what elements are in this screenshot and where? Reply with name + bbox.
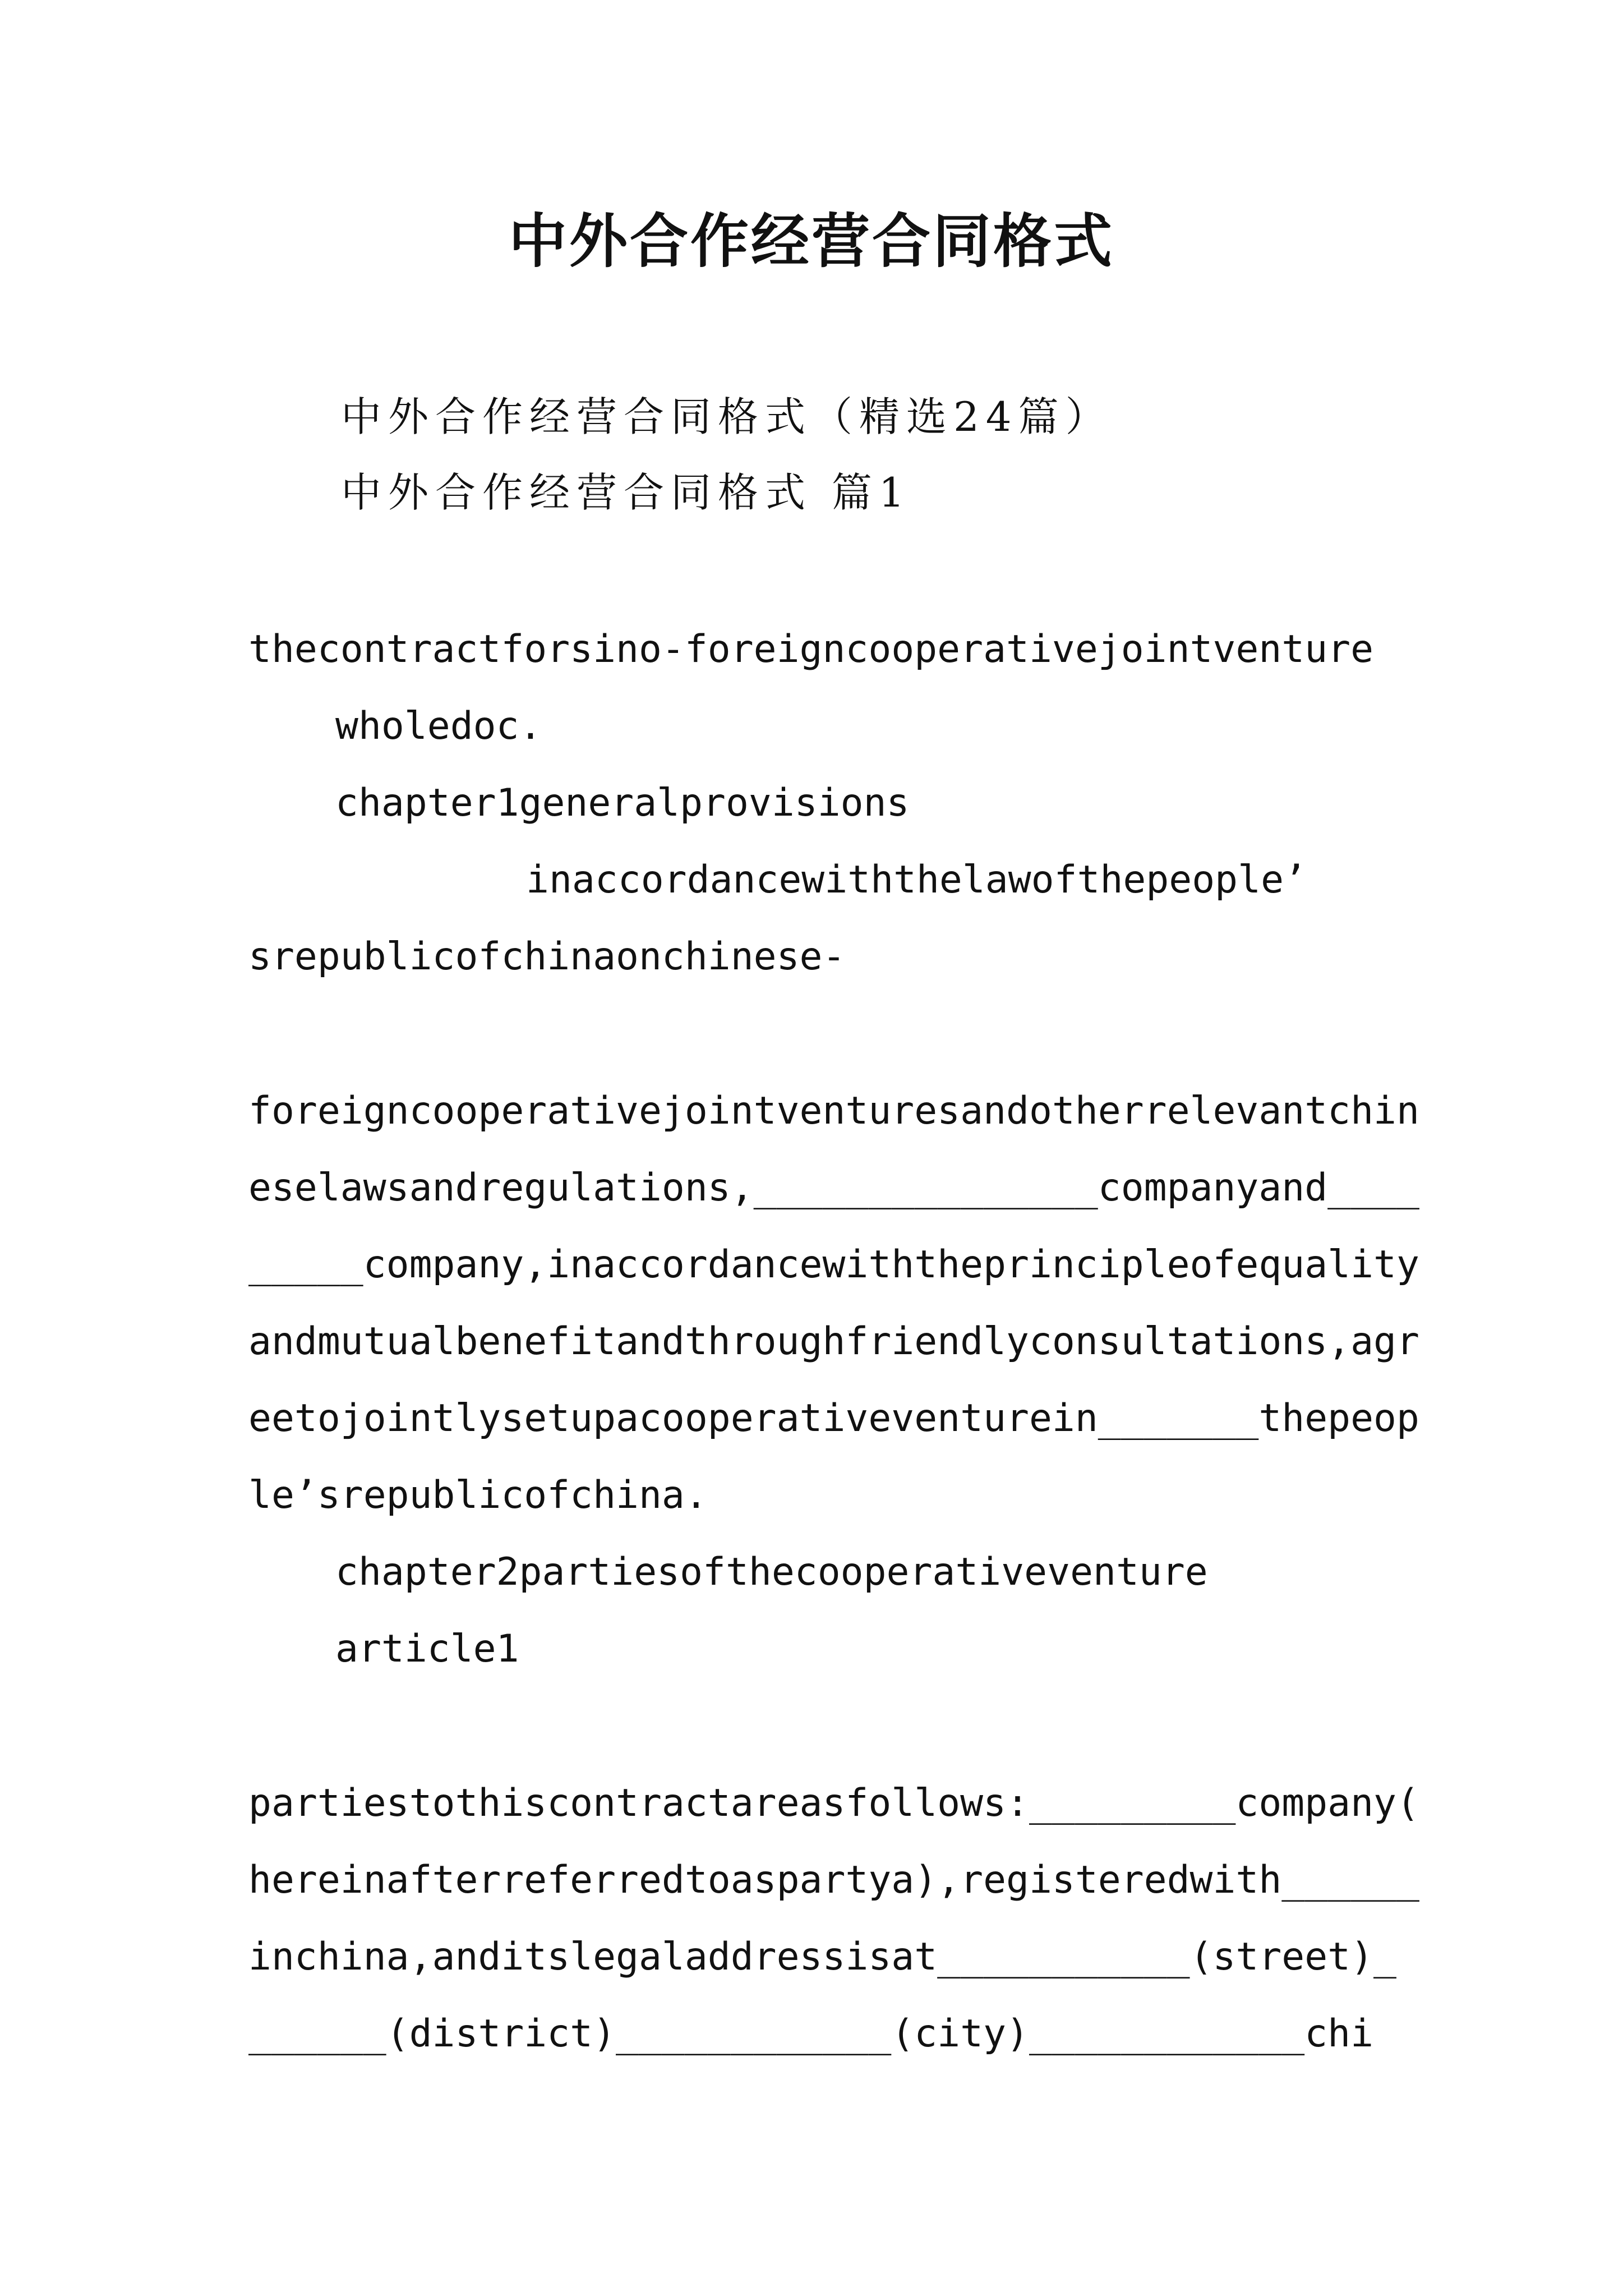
body-line: foreigncooperativejointventuresandotherrelevantchin [248,1089,1419,1133]
body-line: hereinafterreferredtoaspartya),registeredwith______ [248,1858,1419,1902]
chapter-heading: chapter2partiesofthecooperativeventure [335,1550,1208,1594]
chapter-heading: chapter1generalprovisions [335,781,910,825]
body-line: inchina,anditslegaladdressisat___________(street)_ [248,1935,1396,1979]
body-line: _____company,inaccordancewiththeprincipleofequality [248,1243,1419,1287]
body-line: inaccordancewiththelawofthepeople’ [526,858,1307,902]
body-line: thecontractforsino-foreigncooperativejointventure [248,627,1374,671]
body-line: eetojointlysetupacooperativeventurein_______thepeop [248,1396,1419,1441]
document-title: 中外合作经营合同格式 [508,206,1114,275]
body-line: andmutualbenefitandthroughfriendlyconsultations,agr [248,1319,1419,1364]
body-line: wholedoc. [335,704,542,748]
body-line: eselawsandregulations,_______________companyand____ [248,1166,1419,1210]
body-line: partiestothiscontractareasfollows:_________company( [248,1781,1419,1825]
article-heading: article1 [335,1627,519,1671]
document-subtitle: 中外合作经营合同格式（精选24篇） [341,393,1113,440]
section-heading: 中外合作经营合同格式 篇1 [341,469,911,516]
body-line: ______(district)____________(city)____________chi [248,2012,1374,2056]
body-line: le’srepublicofchina. [248,1473,708,1517]
body-line: srepublicofchinaonchinese- [248,935,846,979]
